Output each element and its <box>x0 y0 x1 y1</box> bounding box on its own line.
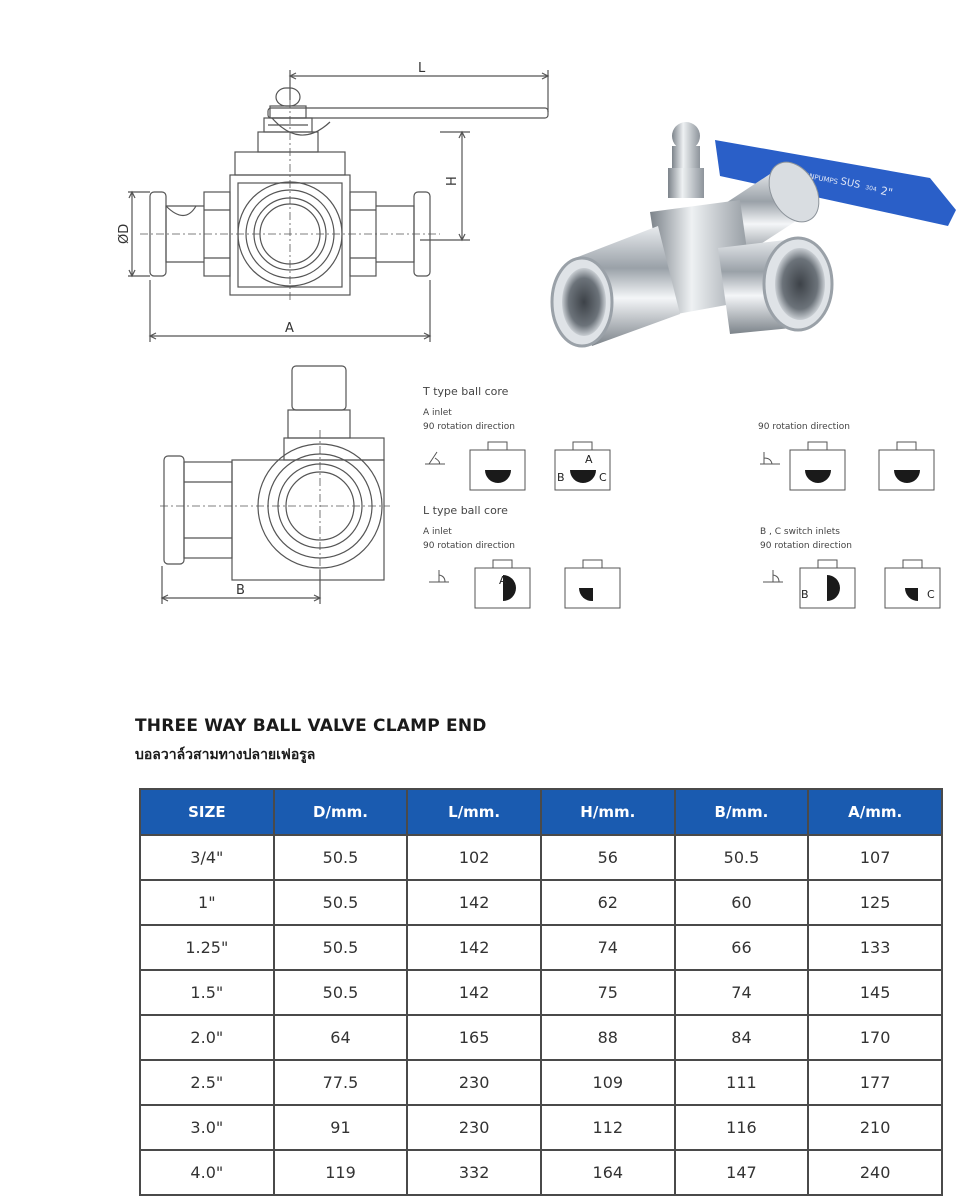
table-cell: 164 <box>541 1150 675 1195</box>
table-row <box>140 1015 942 1060</box>
l-type-right-rotation: 90 rotation direction <box>760 541 852 551</box>
table-cell: 50.5 <box>274 880 408 925</box>
table-cell: 2.0" <box>140 1015 274 1060</box>
table-cell: 111 <box>675 1060 809 1105</box>
table-row <box>140 970 942 1015</box>
table-cell: 133 <box>808 925 942 970</box>
table-cell: 3.0" <box>140 1105 274 1150</box>
handle-text-size: 2" <box>879 184 894 200</box>
handle-text-304: 304 <box>864 184 878 194</box>
t-port-c: C <box>599 471 607 484</box>
table-cell: 60 <box>675 880 809 925</box>
table-cell: 4.0" <box>140 1150 274 1195</box>
table-cell: 142 <box>407 970 541 1015</box>
table-cell: 50.5 <box>274 970 408 1015</box>
header-h: H/mm. <box>541 789 675 835</box>
t-type-right-rotation: 90 rotation direction <box>758 422 850 432</box>
table-cell: 112 <box>541 1105 675 1150</box>
table-cell: 332 <box>407 1150 541 1195</box>
dim-label-a: A <box>285 321 294 336</box>
product-subtitle: บอลวาล์วสามทางปลายเฟอรูล <box>135 747 316 763</box>
t-type-inlet: A inlet <box>423 408 452 418</box>
table-row <box>140 925 942 970</box>
table-row <box>140 835 942 880</box>
table-cell: 230 <box>407 1060 541 1105</box>
dimension-table <box>139 788 943 1196</box>
table-cell: 102 <box>407 835 541 880</box>
table-cell: 119 <box>274 1150 408 1195</box>
table-cell: 142 <box>407 880 541 925</box>
table-cell: 74 <box>541 925 675 970</box>
header-a: A/mm. <box>808 789 942 835</box>
header-l: L/mm. <box>407 789 541 835</box>
header-b: B/mm. <box>675 789 809 835</box>
l-port-a: A <box>499 574 507 587</box>
side-view-drawing <box>140 360 400 610</box>
table-cell: 84 <box>675 1015 809 1060</box>
handle-text-sus: SUS <box>839 176 862 192</box>
header-size: SIZE <box>140 789 274 835</box>
table-cell: 2.5" <box>140 1060 274 1105</box>
table-cell: 75 <box>541 970 675 1015</box>
table-cell: 66 <box>675 925 809 970</box>
table-cell: 165 <box>407 1015 541 1060</box>
table-cell: 50.5 <box>675 835 809 880</box>
valve-product-photo <box>540 100 965 370</box>
table-cell: 125 <box>808 880 942 925</box>
table-cell: 77.5 <box>274 1060 408 1105</box>
table-row <box>140 1150 942 1195</box>
l-port-c: C <box>927 588 935 601</box>
table-row <box>140 880 942 925</box>
table-cell: 56 <box>541 835 675 880</box>
table-cell: 107 <box>808 835 942 880</box>
dim-label-l: L <box>418 61 426 76</box>
l-type-title: L type ball core <box>423 504 508 517</box>
table-cell: 116 <box>675 1105 809 1150</box>
table-cell: 88 <box>541 1015 675 1060</box>
table-cell: 1" <box>140 880 274 925</box>
table-cell: 145 <box>808 970 942 1015</box>
table-cell: 109 <box>541 1060 675 1105</box>
header-d: D/mm. <box>274 789 408 835</box>
ball-core-diagrams <box>415 380 965 620</box>
table-cell: 210 <box>808 1105 942 1150</box>
dim-label-b: B <box>236 583 245 598</box>
table-cell: 62 <box>541 880 675 925</box>
l-type-right-switch: B , C switch inlets <box>760 527 840 537</box>
l-type-rotation: 90 rotation direction <box>423 541 515 551</box>
table-header-row <box>140 789 942 835</box>
table-cell: 1.25" <box>140 925 274 970</box>
l-type-inlet: A inlet <box>423 527 452 537</box>
table-cell: 1.5" <box>140 970 274 1015</box>
table-cell: 170 <box>808 1015 942 1060</box>
table-cell: 177 <box>808 1060 942 1105</box>
table-cell: 147 <box>675 1150 809 1195</box>
table-cell: 3/4" <box>140 835 274 880</box>
dim-label-d: ØD <box>117 223 132 244</box>
table-cell: 142 <box>407 925 541 970</box>
t-type-title: T type ball core <box>423 385 509 398</box>
table-cell: 50.5 <box>274 835 408 880</box>
t-type-rotation: 90 rotation direction <box>423 422 515 432</box>
l-port-b: B <box>801 588 809 601</box>
table-cell: 91 <box>274 1105 408 1150</box>
product-title: THREE WAY BALL VALVE CLAMP END <box>135 716 487 736</box>
table-row <box>140 1105 942 1150</box>
table-cell: 50.5 <box>274 925 408 970</box>
t-port-a: A <box>585 453 593 466</box>
t-port-b: B <box>557 471 565 484</box>
table-cell: 74 <box>675 970 809 1015</box>
table-cell: 230 <box>407 1105 541 1150</box>
dim-label-h: H <box>445 176 460 186</box>
table-cell: 240 <box>808 1150 942 1195</box>
table-row <box>140 1060 942 1105</box>
table-cell: 64 <box>274 1015 408 1060</box>
front-view-drawing <box>0 0 560 350</box>
